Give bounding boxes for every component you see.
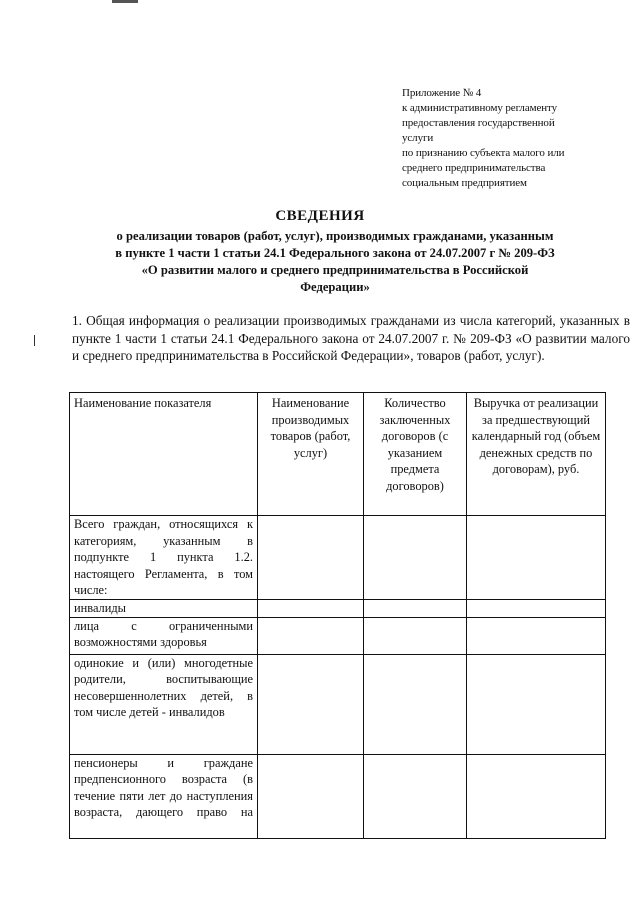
appendix-line: к административному регламенту [402,102,557,114]
row-label: пенсионеры и граждане предпенсионного возраста (в течение пяти лет до наступления возраста, дающего право на [70,754,258,838]
table-row [70,754,606,838]
subtitle-line: Федерации» [300,280,370,294]
row-label: Всего граждан, относящихся к категориям, указанным в подпункте 1 пункта 1.2. настоящего Регламента, в том числе: [70,516,258,600]
header-revenue: Выручка от реализации за предшествующий календарный год (объем денежных средств по договорам), руб. [467,393,606,516]
appendix-line: услуги [402,132,434,144]
subtitle-line: «О развитии малого и среднего предпринимательства в Российской [141,263,529,277]
table-cell[interactable] [364,617,467,654]
header-contracts: Количество заключенных договоров (с указанием предмета договоров) [364,393,467,516]
appendix-note [402,86,627,191]
table-row [70,617,606,654]
appendix-line: Приложение № 4 [402,87,482,99]
subtitle-line: о реализации товаров (работ, услуг), производимых гражданами, указанным [116,229,554,243]
header-products: Наименование производимых товаров (работ, услуг) [258,393,364,516]
table-cell[interactable] [467,516,606,600]
document-subtitle [55,228,615,296]
row-label: лица с ограниченными возможностями здоровья [70,617,258,654]
appendix-line: предоставления государственной [402,117,555,129]
table-cell[interactable] [467,754,606,838]
table-cell[interactable] [364,600,467,618]
table-cell[interactable] [258,600,364,618]
table-row [70,516,606,600]
table-cell[interactable] [467,617,606,654]
table-cell[interactable] [258,654,364,754]
row-label: инвалиды [70,600,258,618]
table-cell[interactable] [467,654,606,754]
scan-artifact [112,0,138,3]
table-header-row [70,393,606,516]
table-cell[interactable] [467,600,606,618]
margin-mark [34,335,35,346]
subtitle-line: в пункте 1 части 1 статьи 24.1 Федерального закона от 24.07.2007 г № 209-ФЗ [115,246,555,260]
table-row [70,654,606,754]
table-cell[interactable] [258,516,364,600]
table-cell[interactable] [364,654,467,754]
sales-table [69,392,606,839]
table-cell[interactable] [364,516,467,600]
table-cell[interactable] [364,754,467,838]
row-label: одинокие и (или) многодетные родители, воспитывающие несовершеннолетних детей, в том числе детей - инвалидов [70,654,258,754]
appendix-line: среднего предпринимательства [402,162,546,174]
document-title: СВЕДЕНИЯ [275,208,365,224]
header-indicator: Наименование показателя [70,393,258,516]
appendix-line: социальным предприятием [402,177,527,189]
appendix-line: по признанию субъекта малого или [402,147,565,159]
table-row [70,600,606,618]
intro-paragraph: 1. Общая информация о реализации производимых гражданами из числа категорий, указанных в пункте 1 части 1 статьи 24.1 Федерального закона от 24.07.2007 г. № 209-ФЗ «О развитии малого и среднего предпринимательства в Российской Федерации», товаров (работ, услуг). [72,313,630,363]
table-cell[interactable] [258,617,364,654]
table-cell[interactable] [258,754,364,838]
